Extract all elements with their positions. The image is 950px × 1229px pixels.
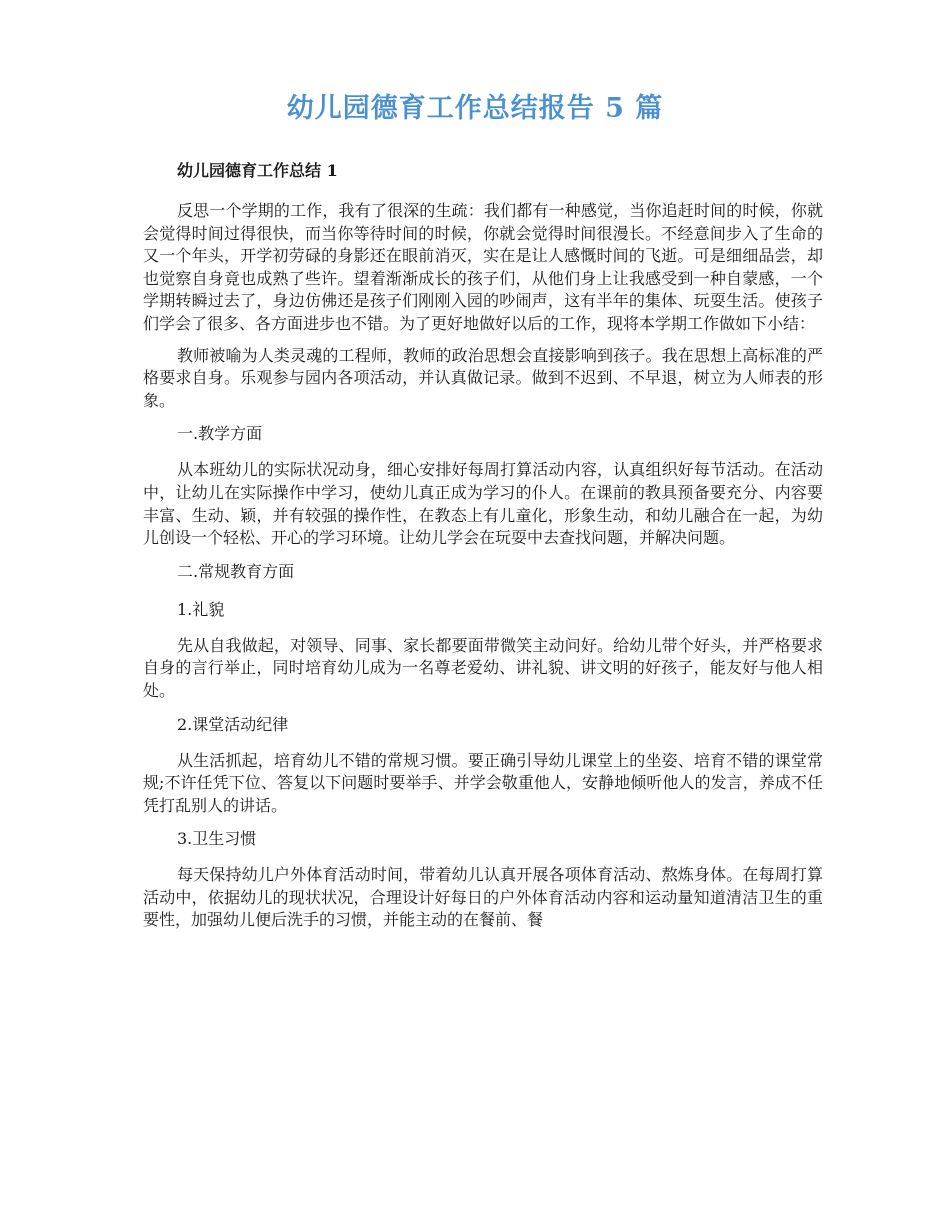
- document-body: [143, 158, 823, 941]
- paragraph-manners: 先从自我做起，对领导、同事、家长都要面带微笑主动问好。给幼儿带个好头，并严格要求自身的言行举止，同时培育幼儿成为一名尊老爱幼、讲礼貌、讲文明的好孩子，能友好与他人相处。: [143, 635, 823, 700]
- paragraph-classroom-discipline: 从生活抓起，培育幼儿不错的常规习惯。要正确引导幼儿课堂上的坐姿、培育不错的课堂常规;不许任凭下位、答复以下问题时要举手、并学会敬重他人，安静地倾听他人的发言，养成不任凭打乱别人的讲话。: [143, 750, 823, 815]
- heading-routine-education: 二.常规教育方面: [177, 561, 295, 581]
- paragraph-intro: 反思一个学期的工作，我有了很深的生疏：我们都有一种感觉，当你追赶时间的时候，你就会觉得时间过得很快，而当你等待时间的时候，你就会觉得时间很漫长。不经意间步入了生命的又一个年头，开学初劳碌的身影还在眼前消灭，实在是让人感慨时间的飞逝。可是细细品尝，却也觉察自身竟也成熟了些许。望着渐渐成长的孩子们，从他们身上让我感受到一种自蒙感，一个学期转瞬过去了，身边仿佛还是孩子们刚刚入园的吵闹声，这有半年的集体、玩耍生活。使孩子们学会了很多、各方面进步也不错。为了更好地做好以后的工作，现将本学期工作做如下小结：: [143, 201, 823, 333]
- heading-hygiene: 3.卫生习惯: [177, 829, 257, 849]
- paragraph-teacher-role: 教师被喻为人类灵魂的工程师，教师的政治思想会直接影响到孩子。我在思想上高标准的严格要求自身。乐观参与园内各项活动，并认真做记录。做到不迟到、不早退，树立为人师表的形象。: [143, 345, 823, 410]
- paragraph-hygiene: 每天保持幼儿户外体育活动时间，带着幼儿认真开展各项体育活动、熬炼身体。在每周打算活动中，依据幼儿的现状状况，合理设计好每日的户外体育活动内容和运动量知道清洁卫生的重要性，加强幼儿便后洗手的习惯，并能主动的在餐前、餐: [143, 865, 823, 930]
- heading-manners: 1.礼貌: [177, 599, 225, 619]
- paragraph-teaching: 从本班幼儿的实际状况动身，细心安排好每周打算活动内容，认真组织好每节活动。在活动中，让幼儿在实际操作中学习，使幼儿真正成为学习的仆人。在课前的教具预备要充分、内容要丰富、生动、颖，并有较强的操作性，在教态上有儿童化，形象生动，和幼儿融合在一起，为幼儿创设一个轻松、开心的学习环境。让幼儿学会在玩耍中去查找问题，并解决问题。: [143, 460, 823, 548]
- section-subtitle: 幼儿园德育工作总结 1: [177, 161, 338, 180]
- document-title: 幼儿园德育工作总结报告 5 篇: [286, 93, 664, 124]
- heading-teaching: 一.教学方面: [177, 424, 263, 444]
- heading-classroom-discipline: 2.课堂活动纪律: [177, 714, 289, 734]
